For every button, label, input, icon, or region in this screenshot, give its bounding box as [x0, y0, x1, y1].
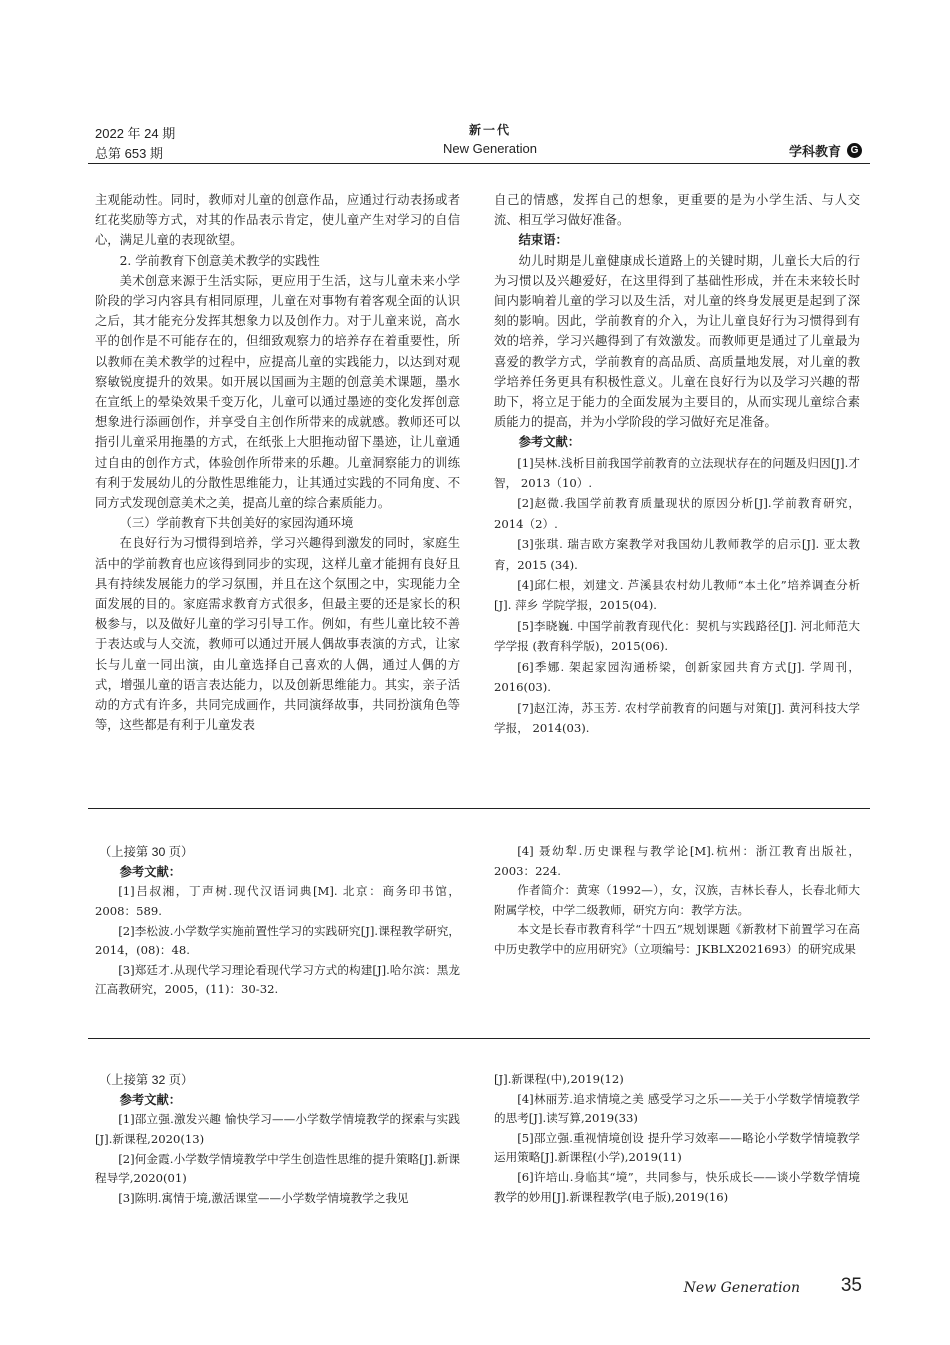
paragraph: 主观能动性。同时，教师对儿童的创意作品，应通过行动表扬或者红花奖励等方式，对其的作品表示肯定，使儿童产生对学习的自信心，满足儿童的表现欲望。 [95, 193, 460, 248]
journal-masthead [420, 122, 560, 160]
reference-item: [6]季娜. 架起家园沟通桥梁，创新家园共育方式[J]. 学周刊，2016(03). [494, 659, 860, 695]
reference-item: [3]陈明.寓情于境,激活课堂——小学数学情境教学之我见 [118, 1190, 409, 1205]
references-heading: 参考文献： [119, 864, 182, 880]
continued-right-column [494, 1070, 860, 1207]
reference-item: [3]张琪. 瑞吉欧方案教学对我国幼儿教师教学的启示[J]. 亚太教育，2015 (34). [494, 537, 860, 572]
section-g-icon: G [847, 143, 862, 158]
conclusion-paragraph: 幼儿时期是儿童健康成长道路上的关键时期，儿童长大后的行为习惯以及兴趣爱好，在这里得到了基础性形成，并在未来较长时间内影响着儿童的学习以及生活，对儿童的终身发展更是起到了深刻的影响。因此，学前教育的介入，为让儿童良好行为习惯得到有效的培养，学习兴趣得到了有效激发。而教师更是通过了儿童最为喜爱的教学方式，学前教育的高品质、高质量地发展，对儿童的教学培养任务更具有积极性意义。儿童在良好行为以及学习兴趣的帮助下，将立足于能力的全面发展为主要目的，从而实现儿童综合素质能力的提高，并为小学阶段的学习做好充足准备。 [494, 253, 860, 430]
reference-item: [1]吕叔湘，丁声树.现代汉语词典[M]. 北京：商务印书馆，2008：589. [95, 884, 460, 918]
reference-item: [1]吴林.浅析目前我国学前教育的立法现状存在的问题及归因[J].才智， 2013（10）. [494, 455, 860, 491]
author-bio: 作者简介：黄寒（1992—），女，汉族，吉林长春人，长春北师大附属学校，中学二级教师，研究方向：教学方法。 [494, 883, 860, 917]
reference-item: [1]邵立强.激发兴趣 愉快学习——小学数学情境教学的探索与实践[J].新课程,2020(13) [95, 1112, 460, 1146]
paragraph: 美术创意来源于生活实际，更应用于生活，这与儿童未来小学阶段的学习内容具有相同原理，儿童在对事物有着客观全面的认识之后，其才能充分发挥其想象力以及创作力。对于儿童来说，高水平的创作是不可能存在的，但细致观察力的培养存在着重要性，所以教师在美术教学的过程中，应提高儿童的实践能力，以达到对观察敏锐度提升的效果。如开展以国画为主题的创意美术课题，墨水在宣纸上的晕染效果千变万化，儿童可以通过墨迹的变化发挥创意想象进行添画创作，并享受自主创作所带来的成就感。教师还可以指引儿童采用拖墨的方式，在纸张上大胆拖动留下墨迹，让儿童通过自由的创作方式，体验创作所带来的乐趣。儿童洞察能力的训练有利于发展幼儿的分散性思维能力，让其通过实践的不同角度、不同方式发现创意美术之美，提高儿童的综合素质能力。 [95, 273, 460, 511]
total-issue: 总第 653 期 [95, 146, 163, 161]
continued-left-column [95, 1070, 460, 1208]
header-divider [88, 163, 870, 164]
subheading: 2. 学前教育下创意美术教学的实践性 [119, 253, 320, 268]
article-left-column [95, 190, 460, 735]
references-heading: 参考文献： [119, 1092, 182, 1108]
reference-item: [5]李晓巍. 中国学前教育现代化：契机与实践路径[J]. 河北师范大学学报 (教育科学版)，2015(06). [494, 618, 860, 654]
continued-note: （上接第 32 页） [99, 1073, 194, 1087]
journal-logo: 新一代 [468, 123, 511, 137]
reference-item: [5]邵立强.重视情境创设 提升学习效率——略论小学数学情境教学运用策略[J].新课程(小学),2019(11) [494, 1130, 860, 1165]
paragraph: 自己的情感，发挥自己的想象，更重要的是为小学生活、与人交流、相互学习做好准备。 [494, 193, 860, 228]
reference-continuation: [J].新课程(中),2019(12) [494, 1072, 624, 1086]
conclusion-heading: 结束语： [518, 232, 568, 248]
article-right-column [494, 190, 860, 738]
reference-item: [2]李松波.小学数学实施前置性学习的实践研究[J].课程教学研究，2014，(08)：48. [95, 923, 460, 958]
reference-item: [3]郑廷才.从现代学习理论看现代学习方式的构建[J].哈尔滨：黑龙江高教研究，2005，(11)：30-32. [95, 962, 460, 997]
continued-left-column [95, 842, 460, 1000]
reference-item: [2]何金霞.小学数学情境教学中学生创造性思维的提升策略[J].新课程导学,2020(01) [95, 1151, 460, 1186]
reference-item: [6]许培山.身临其“境”，共同参与，快乐成长——谈小学数学情境教学的妙用[J].新课程教学(电子版),2019(16) [494, 1169, 860, 1204]
subheading: （三）学前教育下共创美好的家园沟通环境 [119, 516, 354, 531]
section-divider [88, 808, 870, 809]
reference-item: [4]邱仁根，刘建文. 芦溪县农村幼儿教师“本土化”培养调查分析[J]. 萍乡 学院学报，2015(04). [494, 578, 860, 613]
continued-note: （上接第 30 页） [99, 845, 194, 859]
reference-item: [2]赵微.我国学前教育质量现状的原因分析[J].学前教育研究， 2014（2）. [494, 496, 860, 531]
reference-item: [7]赵江涛，苏玉芳. 农村学前教育的问题与对策[J]. 黄河科技大学学报， 2014(03). [494, 700, 860, 735]
references-heading: 参考文献： [518, 434, 581, 450]
journal-english-name: New Generation [443, 141, 537, 156]
year-issue: 2022 年 24 期 [95, 126, 176, 141]
reference-item: [4] 聂幼犁.历史课程与教学论[M].杭州：浙江教育出版社，2003：224. [494, 844, 860, 878]
funding-note: 本文是长春市教育科学“十四五”规划课题《新教材下前置学习在高中历史教学中的应用研究》（立项编号：JKBLX2021693）的研究成果 [494, 922, 860, 956]
paragraph: 在良好行为习惯得到培养，学习兴趣得到激发的同时，家庭生活中的学前教育也应该得到同步的实现，这样儿童才能拥有良好且具有持续发展能力的学习氛围，并且在这个氛围之中，实现能力全面发展的目的。家庭需求教育方式很多，但最主要的还是家长的积极参与，以及做好儿童的学习引导工作。例如，有些儿童比较不善于表达或与人交流，教师可以通过开展人偶故事表演的方式，让家长与儿童一同出演，由儿童选择自己喜欢的人偶，通过人偶的方式，增强儿童的语言表达能力，以及创新思维能力。其实，亲子活动的方式有许多，共同完成画作，共同演绎故事，共同扮演角色等等，这些都是有利于儿童发表 [95, 536, 460, 733]
section-label [789, 141, 862, 160]
issue-info [95, 124, 175, 164]
page-header [0, 0, 950, 170]
page-number: 35 [840, 1275, 862, 1296]
section-divider [88, 1038, 870, 1039]
section-title: 学科教育 [788, 144, 841, 159]
reference-item: [4]林丽芳.追求情境之美 感受学习之乐——关于小学数学情境教学的思考[J].读写算,2019(33) [494, 1091, 860, 1126]
footer-journal-name: New Generation [683, 1280, 800, 1296]
continued-right-column [494, 842, 860, 960]
